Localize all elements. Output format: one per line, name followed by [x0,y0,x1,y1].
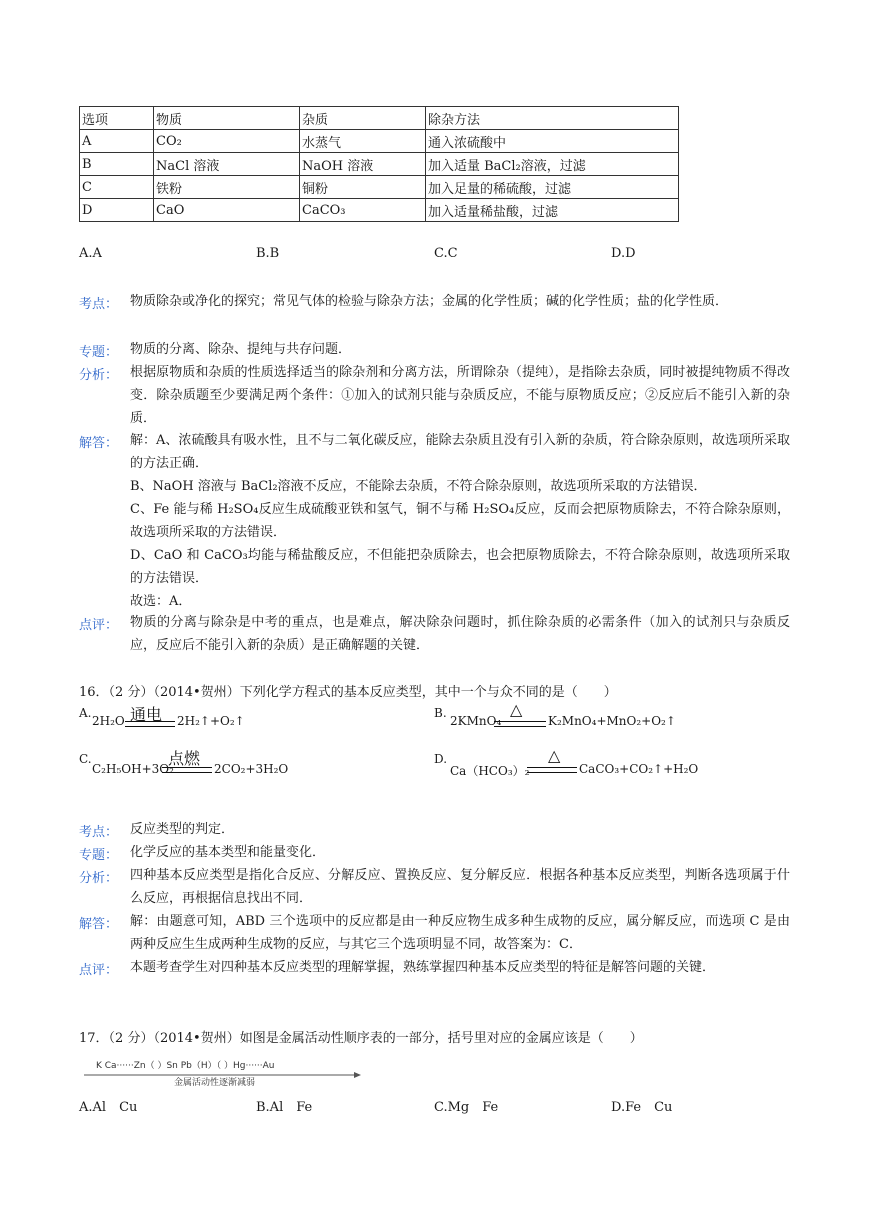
jieda-para: B、NaOH 溶液与 BaCl₂溶液不反应，不能除去杂质，不符合除杂原则，故选项所采取的方法错误． [130,479,707,494]
jieda-para: C、Fe 能与稀 H₂SO₄反应生成硫酸亚铁和氢气，铜不与稀 H₂SO₄反应，反而会把原物质除去，不符合除杂原则，故选项所采取的方法错误． [130,502,790,540]
table-cell: B [80,153,154,176]
fenxi-label: 分析： [79,368,119,383]
option-a-label: A. [79,706,92,720]
dianping-text: 本题考查学生对四种基本反应类型的理解掌握，熟练掌握四种基本反应类型的特征是解答问题的关键． [130,960,716,975]
option-a-condition: 通电 [130,705,163,724]
fenxi-label: 分析： [79,871,119,886]
option-a-right: 2H₂↑+O₂↑ [177,714,245,728]
table-row [80,176,679,199]
kaodian-label: 考点： [79,825,119,840]
option-c-condition: 点燃 [168,749,201,768]
option-c-left: C₂H₅OH+3O₂ [92,762,174,776]
jieda-label: 解答： [79,917,119,932]
table-cell: 铁粉 [154,176,300,199]
table-cell: A [80,130,154,153]
jieda-para: D、CaO 和 CaCO₃均能与稀盐酸反应，不但能把杂质除去，也会把原物质除去，不符合除杂原则，故选项所采取的方法错误． [130,548,790,586]
activity-series-figure [82,1058,362,1086]
option-c-right: 2CO₂+3H₂O [214,762,289,776]
kaodian-text: 物质除杂或净化的探究；常见气体的检验与除杂方法；金属的化学性质；碱的化学性质；盐的化学性质． [130,294,729,309]
table-header-row [80,107,679,130]
equals-line [494,721,546,727]
option-d-label: D. [434,752,448,766]
option-b-left: 2KMnO₄ [450,714,502,728]
choice-c: C.Mg Fe [434,1100,499,1115]
table-cell: 加入适量 BaCl₂溶液，过滤 [426,153,679,176]
table-cell: CaCO₃ [300,199,426,222]
table-header-cell: 物质 [154,107,300,130]
table-cell: D [80,199,154,222]
table-cell: CO₂ [154,130,300,153]
zhuanti-text: 物质的分离、除杂、提纯与共存问题． [130,342,352,357]
table-cell: 加入足量的稀硫酸，过滤 [426,176,679,199]
fenxi-text: 根据原物质和杂质的性质选择适当的除杂剂和分离方法，所谓除杂（提纯），是指除去杂质，同时被提纯物质不得改变．除杂质题至少要满足两个条件：①加入的试剂只能与杂质反应，不能与原物质反应；②反应后不能引入新的杂质． [130,365,790,426]
fenxi-text: 四种基本反应类型是指化合反应、分解反应、置换反应、复分解反应．根据各种基本反应类型，判断各选项属于什么反应，再根据信息找出不同． [130,868,790,906]
options-table [79,106,679,222]
zhuanti-text: 化学反应的基本类型和能量变化． [130,845,326,860]
table-cell: NaCl 溶液 [154,153,300,176]
table-cell: NaOH 溶液 [300,153,426,176]
q17-stem: 17．（2 分）（2014•贺州）如图是金属活动性顺序表的一部分，括号里对应的金属应该是（ ） [79,1031,643,1046]
jieda-para: 解：A、浓硫酸具有吸水性，且不与二氧化碳反应，能除去杂质且没有引入新的杂质，符合除杂原则，故选项所采取的方法正确． [130,433,790,471]
option-b-condition: △ [510,700,523,719]
table-cell: 加入适量稀盐酸，过滤 [426,199,679,222]
choice-a: A.A [79,246,102,261]
activity-caption: 金属活动性逐渐减弱 [174,1078,256,1088]
option-b-right: K₂MnO₄+MnO₂+O₂↑ [548,714,676,728]
option-d-right: CaCO₃+CO₂↑+H₂O [579,762,699,776]
choice-a: A.Al Cu [79,1100,138,1115]
choice-b: B.Al Fe [256,1100,313,1115]
table-header-cell: 选项 [80,107,154,130]
table-header-cell: 除杂方法 [426,107,679,130]
jieda-label: 解答： [79,436,119,451]
table-header-cell: 杂质 [300,107,426,130]
equals-line [527,767,577,773]
option-c-label: C. [79,752,92,766]
table-cell: 铜粉 [300,176,426,199]
zhuanti-label: 专题： [79,848,119,863]
activity-series-text: K Ca······Zn（ ）Sn Pb（H）（ ）Hg······Au [96,1061,275,1071]
jieda-text [130,429,790,613]
dianping-text: 物质的分离与除杂是中考的重点，也是难点，解决除杂问题时，抓住除杂质的必需条件（加入的试剂只与杂质反应，反应后不能引入新的杂质）是正确解题的关键． [130,615,790,653]
table-cell: C [80,176,154,199]
jieda-text [130,910,790,956]
q16-stem: 16．（2 分）（2014•贺州）下列化学方程式的基本反应类型，其中一个与众不同的是（ ） [79,685,617,700]
choice-c: C.C [434,246,458,261]
table-cell: CaO [154,199,300,222]
jieda-para: 故选：A． [130,594,192,609]
dianping-label: 点评： [79,618,119,633]
jieda-para: 解：由题意可知，ABD 三个选项中的反应都是由一种反应物生成多种生成物的反应，属分解反应，而选项 C 是由两种反应生生成两种生成物的反应，与其它三个选项明显不同，故答案为：C． [130,914,790,952]
table-row [80,130,679,153]
option-b-label: B. [434,706,447,720]
option-d-left: Ca（HCO₃）₂ [450,764,530,778]
choice-d: D.Fe Cu [611,1100,673,1115]
table-row [80,153,679,176]
kaodian-text: 反应类型的判定． [130,822,235,837]
choice-b: B.B [256,246,280,261]
table-cell: 水蒸气 [300,130,426,153]
choice-d: D.D [611,246,636,261]
table-row [80,199,679,222]
table-cell: 通入浓硫酸中 [426,130,679,153]
kaodian-label: 考点： [79,297,119,312]
zhuanti-label: 专题： [79,345,119,360]
option-a-left: 2H₂O [92,714,125,728]
option-d-condition: △ [548,746,561,765]
equals-line [162,767,212,773]
equals-line [125,721,175,727]
dianping-label: 点评： [79,963,119,978]
